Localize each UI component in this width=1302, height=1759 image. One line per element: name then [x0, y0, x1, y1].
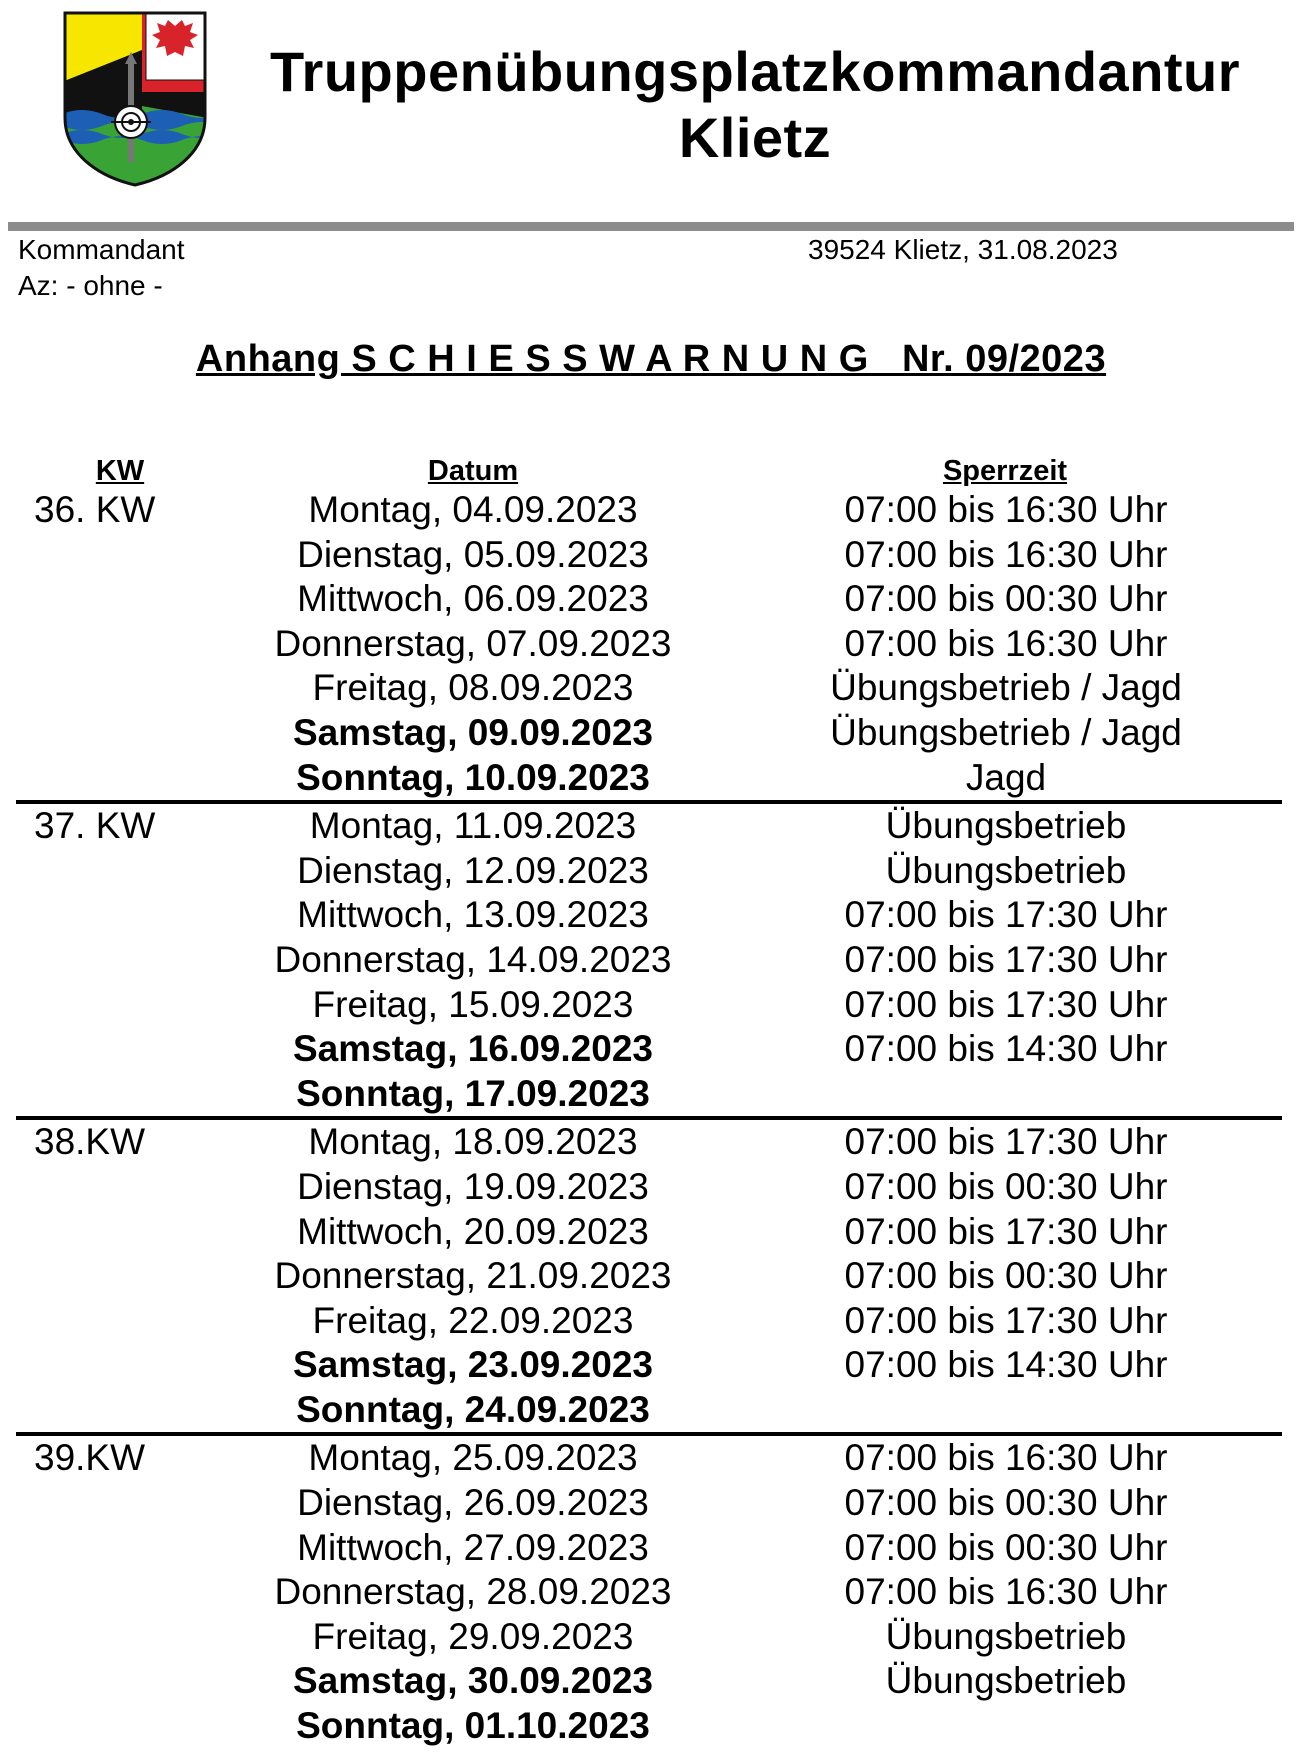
table-row: [0, 1254, 1282, 1299]
closure-time-cell: 07:00 bis 17:30 Uhr: [844, 1299, 1168, 1341]
table-row: [0, 1027, 1282, 1072]
date-cell: Montag, 25.09.2023: [308, 1437, 638, 1479]
table-row: [0, 1570, 1282, 1615]
date-cell: Dienstag, 19.09.2023: [297, 1165, 649, 1207]
closure-time-cell: Übungsbetrieb: [885, 849, 1127, 891]
sender-label: Kommandant: [18, 234, 185, 265]
week-block: [0, 488, 1302, 800]
week-block: [16, 1432, 1282, 1748]
closure-time-cell: 07:00 bis 17:30 Uhr: [844, 938, 1168, 980]
table-row: [0, 1436, 1282, 1481]
place-date-label: 39524 Klietz, 31.08.2023: [808, 234, 1118, 265]
date-cell: Donnerstag, 14.09.2023: [274, 938, 672, 980]
closure-time-cell: 07:00 bis 14:30 Uhr: [844, 1028, 1168, 1070]
closure-time-cell: 07:00 bis 17:30 Uhr: [844, 983, 1168, 1025]
date-cell: Dienstag, 26.09.2023: [297, 1482, 649, 1524]
table-row: [0, 1615, 1282, 1660]
closure-time-cell: Jagd: [965, 756, 1047, 798]
date-cell: Dienstag, 12.09.2023: [297, 849, 649, 891]
column-header-sperrzeit: Sperrzeit: [942, 455, 1068, 487]
coat-of-arms-logo: [62, 10, 208, 188]
table-row: [0, 893, 1282, 938]
closure-time-cell: 07:00 bis 00:30 Uhr: [844, 1482, 1168, 1524]
date-cell: Montag, 11.09.2023: [309, 805, 637, 847]
table-row: [0, 711, 1302, 756]
closure-time-cell: 07:00 bis 16:30 Uhr: [844, 489, 1168, 530]
schedule-table: [0, 488, 1302, 1749]
table-row: [0, 1072, 1282, 1117]
week-block: [16, 1116, 1282, 1432]
table-row: [0, 1165, 1282, 1210]
date-cell: Sonntag, 10.09.2023: [296, 756, 650, 798]
closure-time-cell: 07:00 bis 00:30 Uhr: [844, 1165, 1168, 1207]
closure-time-cell: 07:00 bis 17:30 Uhr: [844, 1121, 1168, 1163]
kw-label: 39.KW: [34, 1437, 146, 1479]
column-header-datum: Datum: [427, 455, 519, 487]
date-cell: Montag, 18.09.2023: [308, 1121, 638, 1163]
date-cell: Freitag, 08.09.2023: [312, 667, 634, 709]
table-row: [0, 938, 1282, 983]
closure-time-cell: 07:00 bis 00:30 Uhr: [844, 1255, 1168, 1297]
date-cell: Donnerstag, 28.09.2023: [274, 1571, 672, 1613]
closure-time-cell: 07:00 bis 00:30 Uhr: [844, 1526, 1168, 1568]
date-cell: Samstag, 16.09.2023: [293, 1028, 653, 1070]
table-row: [0, 1481, 1282, 1526]
reference-label: Az: - ohne -: [18, 270, 163, 301]
table-row: [0, 1120, 1282, 1165]
date-cell: Freitag, 22.09.2023: [312, 1299, 634, 1341]
kw-label: 38.KW: [34, 1121, 146, 1163]
closure-time-cell: 07:00 bis 16:30 Uhr: [844, 622, 1168, 664]
date-cell: Freitag, 29.09.2023: [312, 1615, 634, 1657]
org-title-line2: Klietz: [678, 106, 832, 169]
closure-time-cell: 07:00 bis 16:30 Uhr: [844, 1437, 1168, 1479]
closure-time-cell: 07:00 bis 17:30 Uhr: [844, 1210, 1168, 1252]
kw-label: 37. KW: [34, 805, 156, 847]
header-divider: [8, 222, 1294, 231]
date-cell: Mittwoch, 13.09.2023: [297, 894, 649, 936]
table-row: [0, 983, 1282, 1028]
closure-time-cell: Übungsbetrieb / Jagd: [830, 711, 1182, 753]
date-cell: Sonntag, 24.09.2023: [296, 1388, 650, 1430]
table-row: [0, 1210, 1282, 1255]
date-cell: Freitag, 15.09.2023: [312, 983, 634, 1025]
date-cell: Samstag, 30.09.2023: [293, 1660, 653, 1702]
closure-time-cell: Übungsbetrieb: [885, 1660, 1127, 1702]
column-header-kw: KW: [95, 455, 145, 487]
closure-time-cell: Übungsbetrieb: [885, 805, 1127, 847]
table-row: [0, 1388, 1282, 1433]
date-cell: Samstag, 23.09.2023: [293, 1344, 653, 1386]
kw-label: 36. KW: [34, 489, 156, 530]
week-block: [16, 800, 1282, 1116]
table-row: [0, 1704, 1282, 1749]
table-row: [0, 1659, 1282, 1704]
closure-time-cell: Übungsbetrieb: [885, 1615, 1127, 1657]
date-cell: Montag, 04.09.2023: [308, 489, 638, 530]
closure-time-cell: 07:00 bis 00:30 Uhr: [844, 578, 1168, 620]
date-cell: Sonntag, 17.09.2023: [296, 1072, 650, 1114]
date-cell: Donnerstag, 07.09.2023: [274, 622, 672, 664]
closure-time-cell: Übungsbetrieb / Jagd: [830, 667, 1182, 709]
table-row: [0, 849, 1282, 894]
date-cell: Mittwoch, 06.09.2023: [297, 578, 649, 620]
closure-time-cell: 07:00 bis 17:30 Uhr: [844, 894, 1168, 936]
org-title-line1: Truppenübungsplatzkommandantur: [269, 40, 1241, 103]
table-row: [0, 488, 1302, 533]
date-cell: Sonntag, 01.10.2023: [296, 1705, 650, 1747]
date-cell: Donnerstag, 21.09.2023: [274, 1255, 672, 1297]
date-cell: Mittwoch, 20.09.2023: [297, 1210, 649, 1252]
table-row: [0, 533, 1302, 578]
table-row: [0, 577, 1302, 622]
closure-time-cell: 07:00 bis 14:30 Uhr: [844, 1344, 1168, 1386]
document-title: Anhang S C H I E S S W A R N U N G Nr. 09/2023: [195, 338, 1107, 380]
table-row: [0, 804, 1282, 849]
date-cell: Dienstag, 05.09.2023: [297, 533, 649, 575]
table-row: [0, 1526, 1282, 1571]
table-row: [0, 1343, 1282, 1388]
date-cell: Samstag, 09.09.2023: [293, 711, 653, 753]
table-row: [0, 1299, 1282, 1344]
table-row: [0, 756, 1302, 801]
closure-time-cell: 07:00 bis 16:30 Uhr: [844, 1571, 1168, 1613]
table-row: [0, 666, 1302, 711]
table-row: [0, 622, 1302, 667]
date-cell: Mittwoch, 27.09.2023: [297, 1526, 649, 1568]
closure-time-cell: 07:00 bis 16:30 Uhr: [844, 533, 1168, 575]
